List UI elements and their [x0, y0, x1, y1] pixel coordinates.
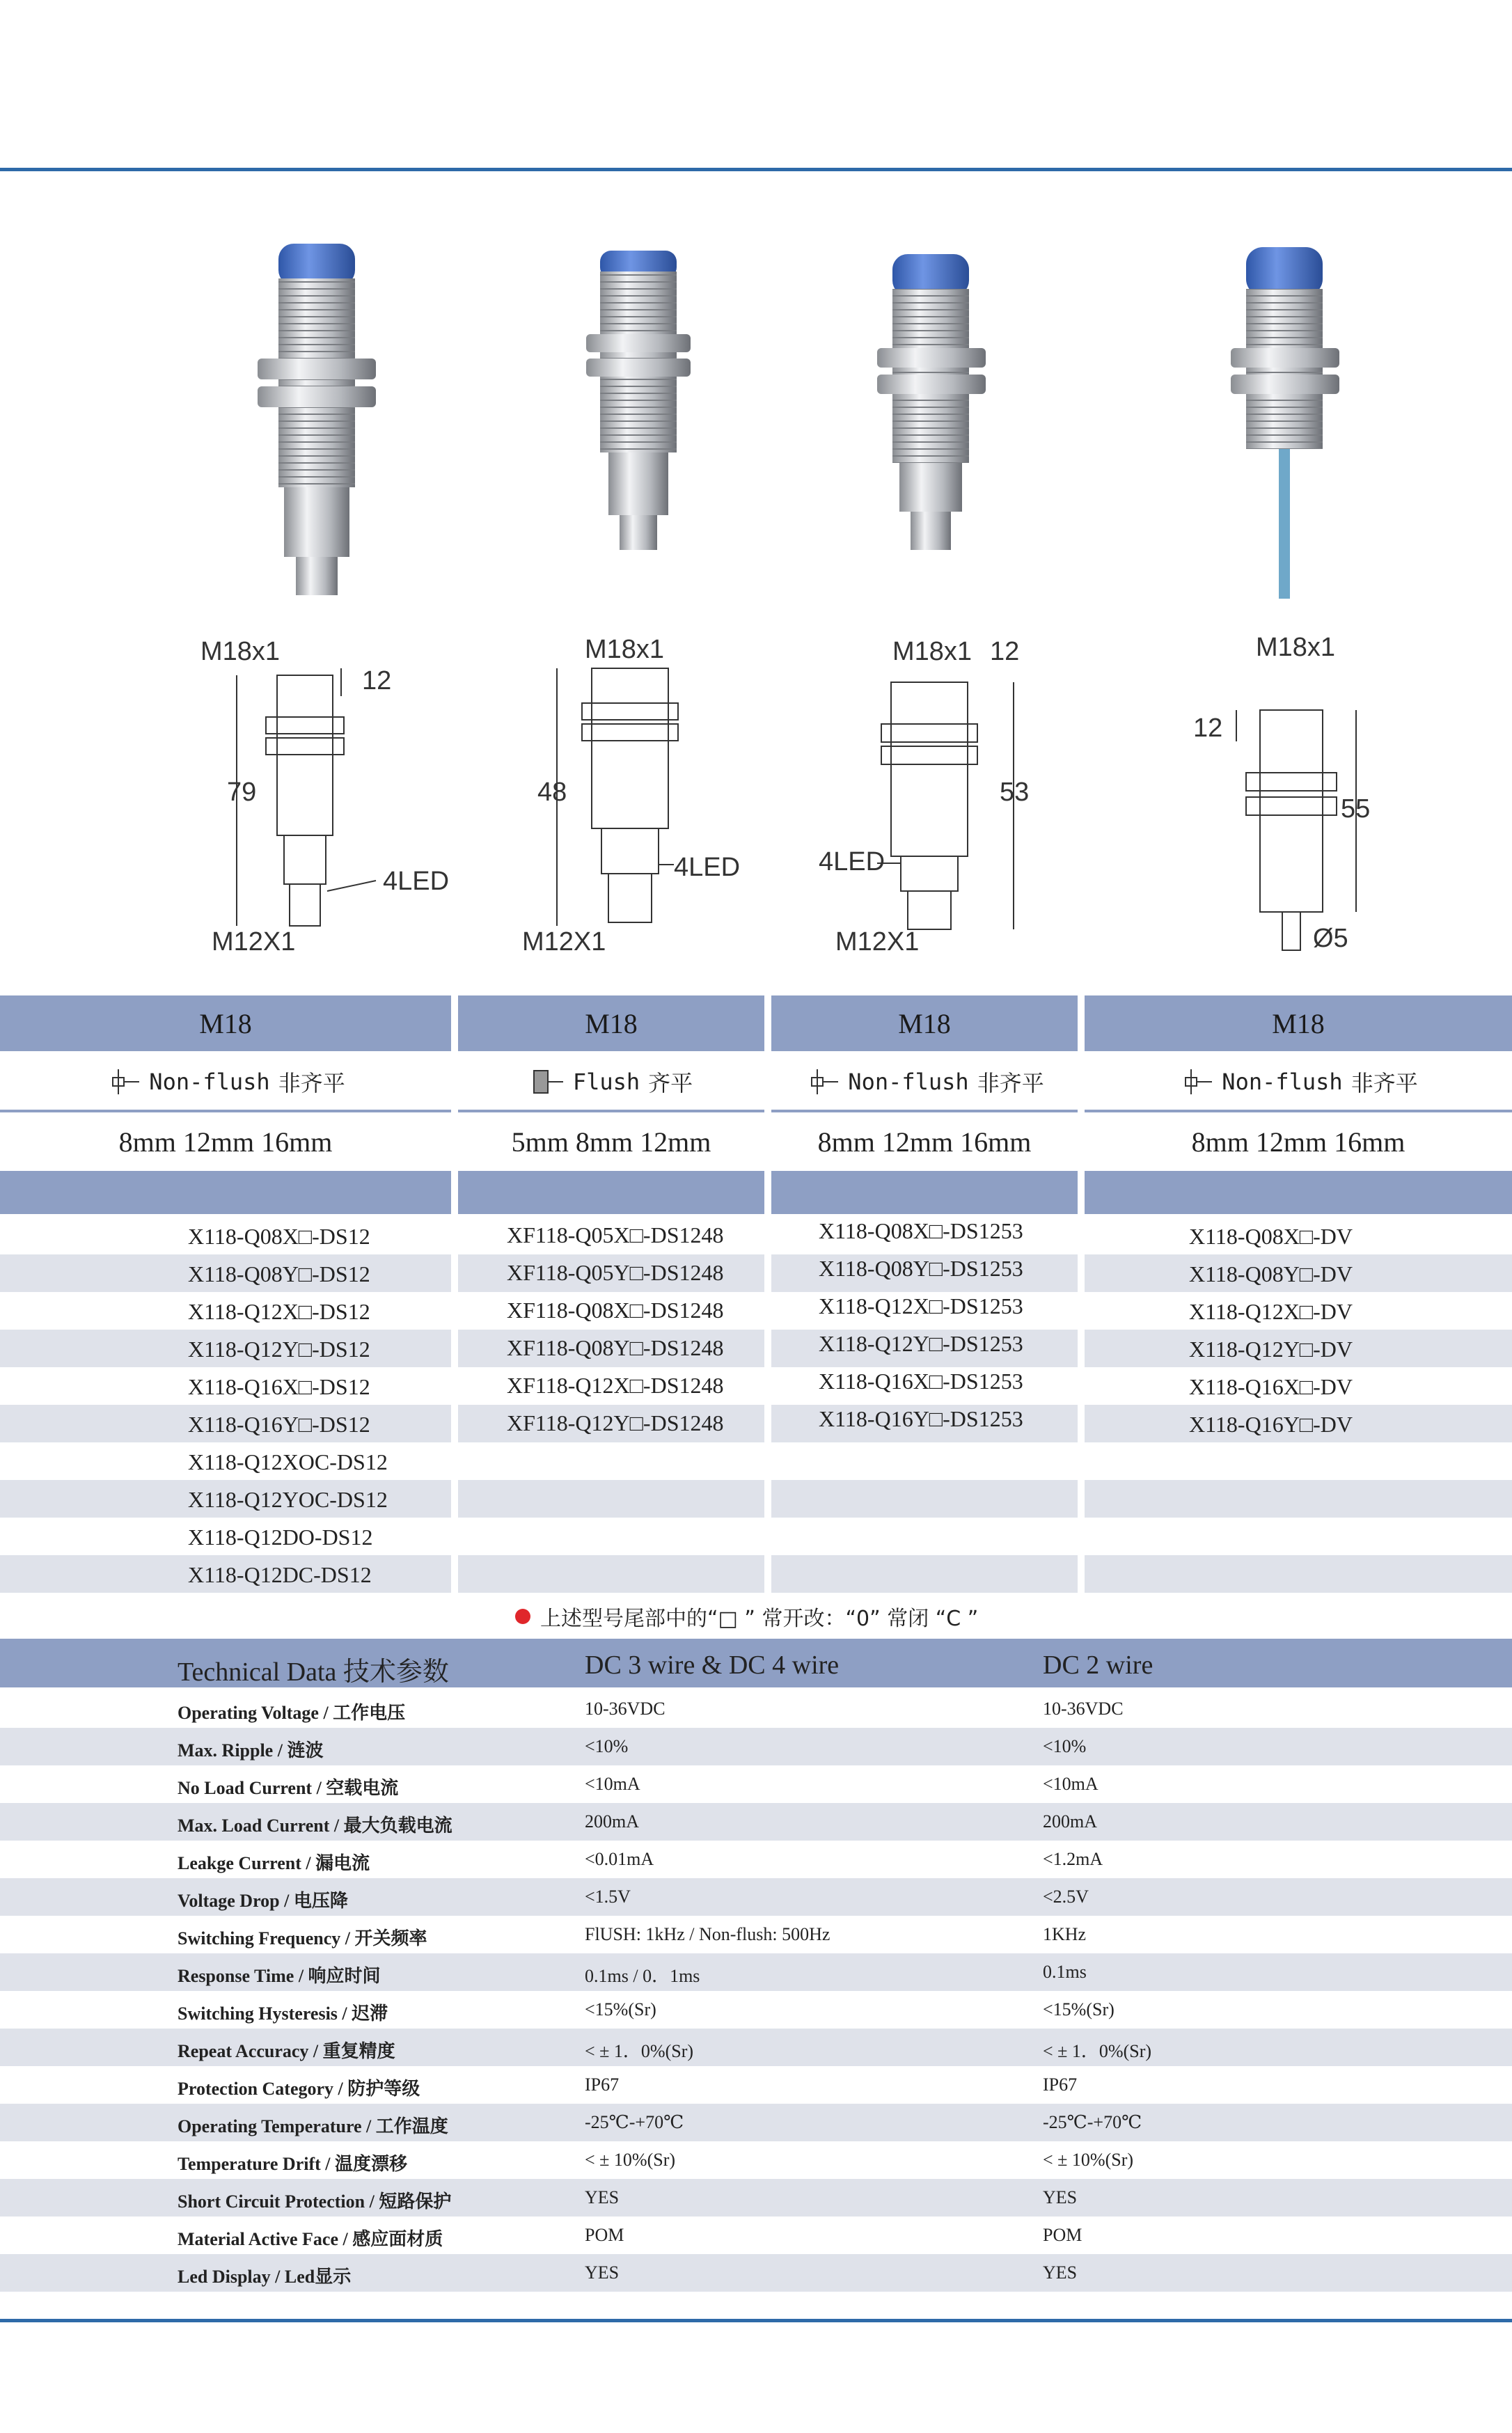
tech-row [0, 1803, 1512, 1841]
separator [1085, 1110, 1512, 1112]
tech-value-2-wire: YES [1043, 2187, 1078, 2207]
tech-value-2-wire: <10mA [1043, 1774, 1098, 1794]
tech-value-2-wire: 200mA [1043, 1811, 1097, 1832]
flush-icon [530, 1068, 565, 1096]
svg-text:4LED: 4LED [383, 867, 450, 896]
col1-mount [0, 1055, 451, 1108]
svg-text:4LED: 4LED [819, 847, 885, 876]
tech-row [0, 2029, 1512, 2066]
tech-row [0, 2254, 1512, 2292]
svg-text:M18x1: M18x1 [585, 635, 665, 664]
tech-label: Switching Frequency / 开关频率 [178, 1928, 427, 1948]
bullet-dot-icon [515, 1609, 530, 1624]
tech-value-3-4-wire: <15%(Sr) [585, 1999, 656, 2019]
model-number: XF118-Q05Y□-DS1248 [507, 1260, 724, 1285]
tech-row [0, 2104, 1512, 2141]
model-number: X118-Q16X□-DS1253 [819, 1369, 1023, 1394]
non-flush-icon [1179, 1068, 1213, 1096]
tech-label: Max. Load Current / 最大负载电流 [178, 1816, 452, 1836]
dimension-drawing-1 [195, 620, 473, 975]
model-number: X118-Q12X□-DS1253 [819, 1293, 1023, 1318]
model-number: X118-Q08Y□-DS12 [188, 1261, 370, 1286]
col2-size: M18 [458, 995, 764, 1051]
model-number: X118-Q08Y□-DV [1189, 1261, 1353, 1286]
dimension-drawing-3 [808, 620, 1086, 975]
col4-mount-label: Non-flush [1222, 1069, 1343, 1095]
model-number: XF118-Q08Y□-DS1248 [507, 1335, 724, 1360]
tech-label: Response Time / 响应时间 [178, 1966, 381, 1986]
model-number: X118-Q12Y□-DV [1189, 1337, 1353, 1362]
col4-range: 8mm 12mm 16mm [1191, 1126, 1405, 1158]
svg-text:4LED: 4LED [674, 853, 741, 882]
tech-label: No Load Current / 空载电流 [178, 1778, 399, 1798]
col2-mount [458, 1055, 764, 1108]
tech-row [0, 2066, 1512, 2104]
tech-row [0, 2217, 1512, 2254]
dimension-drawing-4 [1170, 620, 1448, 975]
tech-value-2-wire: < ± 1．0%(Sr) [1043, 2041, 1152, 2061]
tech-header-label: Technical Data 技术参数 [178, 1658, 449, 1687]
col1-range: 8mm 12mm 16mm [118, 1126, 333, 1158]
svg-text:M12X1: M12X1 [835, 927, 920, 956]
tech-label: Operating Voltage / 工作电压 [178, 1703, 406, 1723]
model-number: XF118-Q05X□-DS1248 [507, 1222, 724, 1247]
tech-value-2-wire: POM [1043, 2225, 1082, 2245]
col4-mount [1085, 1055, 1512, 1108]
separator [0, 1110, 451, 1112]
tech-row [0, 1690, 1512, 1728]
tech-value-3-4-wire: < ± 10%(Sr) [585, 2150, 676, 2170]
tech-value-3-4-wire: YES [585, 2187, 620, 2207]
svg-text:79: 79 [227, 778, 257, 807]
model-number: X118-Q16Y□-DV [1189, 1412, 1353, 1437]
tech-value-2-wire: 10-36VDC [1043, 1699, 1124, 1719]
col2-range: 5mm 8mm 12mm [511, 1126, 711, 1158]
tech-value-3-4-wire: <10% [585, 1736, 629, 1756]
tech-label: Leakge Current / 漏电流 [178, 1853, 370, 1873]
suffix-note [515, 1601, 978, 1632]
tech-value-3-4-wire: 0.1ms / 0．1ms [585, 1966, 700, 1986]
tech-value-3-4-wire: <10mA [585, 1774, 640, 1794]
tech-row [0, 1841, 1512, 1878]
model-number: X118-Q12X□-DS12 [188, 1299, 370, 1324]
col1-size: M18 [0, 995, 451, 1051]
suffix-note-text: 上述型号尾部中的“□ ” 常开改：“0” 常闭 “C ” [540, 1607, 979, 1631]
tech-label: Protection Category / 防护等级 [178, 2079, 420, 2099]
col3-size: M18 [771, 995, 1078, 1051]
band [771, 1171, 1078, 1214]
svg-text:M18x1: M18x1 [200, 637, 281, 666]
svg-text:M18x1: M18x1 [892, 637, 972, 666]
tech-value-2-wire: <10% [1043, 1736, 1087, 1756]
tech-label: Switching Hysteresis / 迟滞 [178, 2003, 388, 2024]
col4-mount-zh: 非齐平 [1350, 1070, 1418, 1096]
top-rule [0, 168, 1512, 171]
model-number: X118-Q12Y□-DS1253 [819, 1331, 1023, 1356]
tech-value-3-4-wire: IP67 [585, 2074, 620, 2095]
tech-row [0, 2141, 1512, 2179]
sensor-photo-4 [1225, 237, 1350, 599]
dimension-drawing-2 [508, 620, 787, 975]
band [1085, 1171, 1512, 1214]
col3-range: 8mm 12mm 16mm [817, 1126, 1032, 1158]
model-number: X118-Q16Y□-DS1253 [819, 1406, 1023, 1431]
tech-value-2-wire: -25℃-+70℃ [1043, 2112, 1142, 2132]
model-number: X118-Q16X□-DS12 [188, 1374, 370, 1399]
tech-label: Temperature Drift / 温度漂移 [178, 2154, 408, 2174]
tech-value-2-wire: 1KHz [1043, 1924, 1087, 1944]
tech-row [0, 1878, 1512, 1916]
tech-value-3-4-wire: <1.5V [585, 1887, 631, 1907]
tech-label: Short Circuit Protection / 短路保护 [178, 2191, 452, 2212]
model-number: XF118-Q08X□-DS1248 [507, 1298, 724, 1323]
column-gap [1078, 1217, 1085, 1593]
col2-mount-zh: 齐平 [648, 1070, 693, 1096]
sensor-photo-1 [258, 237, 383, 599]
col2-mount-label: Flush [572, 1069, 640, 1095]
tech-value-3-4-wire: FlUSH: 1kHz / Non-flush: 500Hz [585, 1924, 830, 1944]
bottom-rule [0, 2319, 1512, 2322]
tech-label: Max. Ripple / 涟波 [178, 1740, 324, 1761]
svg-text:M12X1: M12X1 [522, 927, 606, 956]
col3-mount-label: Non-flush [848, 1069, 969, 1095]
tech-header-col2: DC 2 wire [1043, 1651, 1153, 1680]
separator [458, 1110, 764, 1112]
tech-label: Repeat Accuracy / 重复精度 [178, 2041, 395, 2061]
band [458, 1171, 764, 1214]
col4-size: M18 [1085, 995, 1512, 1051]
tech-label: Operating Temperature / 工作温度 [178, 2116, 448, 2136]
tech-value-3-4-wire: 10-36VDC [585, 1699, 666, 1719]
col1-mount-zh: 非齐平 [278, 1070, 345, 1096]
col1-mount-label: Non-flush [149, 1069, 270, 1095]
model-number: X118-Q12X□-DV [1189, 1299, 1353, 1324]
tech-row [0, 1991, 1512, 2029]
svg-text:12: 12 [1193, 714, 1223, 743]
model-number: X118-Q16X□-DV [1189, 1374, 1353, 1399]
tech-value-3-4-wire: -25℃-+70℃ [585, 2112, 684, 2132]
non-flush-icon [805, 1068, 840, 1096]
column-gap [764, 1217, 771, 1593]
svg-text:Ø5: Ø5 [1313, 924, 1348, 953]
tech-table-header [0, 1639, 1512, 1687]
tech-value-2-wire: <2.5V [1043, 1887, 1089, 1907]
tech-label: Material Active Face / 感应面材质 [178, 2229, 443, 2249]
tech-value-2-wire: 0.1ms [1043, 1962, 1087, 1982]
band [0, 1171, 451, 1214]
svg-text:55: 55 [1341, 794, 1371, 824]
svg-text:M18x1: M18x1 [1256, 633, 1336, 662]
model-number: X118-Q08X□-DV [1189, 1224, 1353, 1249]
svg-text:M12X1: M12X1 [212, 927, 296, 956]
sensor-photo-2 [579, 237, 704, 599]
tech-value-2-wire: <1.2mA [1043, 1849, 1103, 1869]
tech-value-2-wire: <15%(Sr) [1043, 1999, 1115, 2019]
sensor-photo-3 [872, 237, 997, 599]
tech-value-2-wire: < ± 10%(Sr) [1043, 2150, 1134, 2170]
column-gap [451, 1217, 458, 1593]
tech-row [0, 1765, 1512, 1803]
model-number: X118-Q08Y□-DS1253 [819, 1256, 1023, 1281]
model-number: X118-Q12YOC-DS12 [188, 1487, 388, 1512]
tech-row [0, 2179, 1512, 2217]
svg-text:53: 53 [1000, 778, 1030, 807]
model-number: X118-Q12DO-DS12 [188, 1525, 373, 1550]
non-flush-icon [106, 1068, 141, 1096]
separator [771, 1110, 1078, 1112]
model-number: X118-Q08X□-DS12 [188, 1224, 370, 1249]
svg-text:12: 12 [362, 666, 392, 695]
tech-value-3-4-wire: YES [585, 2262, 620, 2283]
tech-row [0, 1916, 1512, 1953]
tech-value-2-wire: IP67 [1043, 2074, 1078, 2095]
svg-text:48: 48 [537, 778, 567, 807]
svg-text:12: 12 [990, 637, 1020, 666]
tech-value-3-4-wire: < ± 1．0%(Sr) [585, 2041, 694, 2061]
tech-value-3-4-wire: 200mA [585, 1811, 639, 1832]
tech-row [0, 1953, 1512, 1991]
model-number: X118-Q12Y□-DS12 [188, 1337, 370, 1362]
col3-mount-zh: 非齐平 [977, 1070, 1044, 1096]
tech-label: Voltage Drop / 电压降 [178, 1891, 348, 1911]
tech-value-2-wire: YES [1043, 2262, 1078, 2283]
model-number: X118-Q12XOC-DS12 [188, 1449, 388, 1474]
tech-label: Led Display / Led显示 [178, 2267, 352, 2287]
model-number: X118-Q08X□-DS1253 [819, 1218, 1023, 1243]
tech-value-3-4-wire: POM [585, 2225, 624, 2245]
model-number: XF118-Q12Y□-DS1248 [507, 1410, 724, 1435]
model-number: X118-Q16Y□-DS12 [188, 1412, 370, 1437]
tech-value-3-4-wire: <0.01mA [585, 1849, 654, 1869]
model-number: XF118-Q12X□-DS1248 [507, 1373, 724, 1398]
model-number: X118-Q12DC-DS12 [188, 1562, 372, 1587]
col3-mount [771, 1055, 1078, 1108]
tech-row [0, 1728, 1512, 1765]
tech-header-col1: DC 3 wire & DC 4 wire [585, 1651, 840, 1680]
